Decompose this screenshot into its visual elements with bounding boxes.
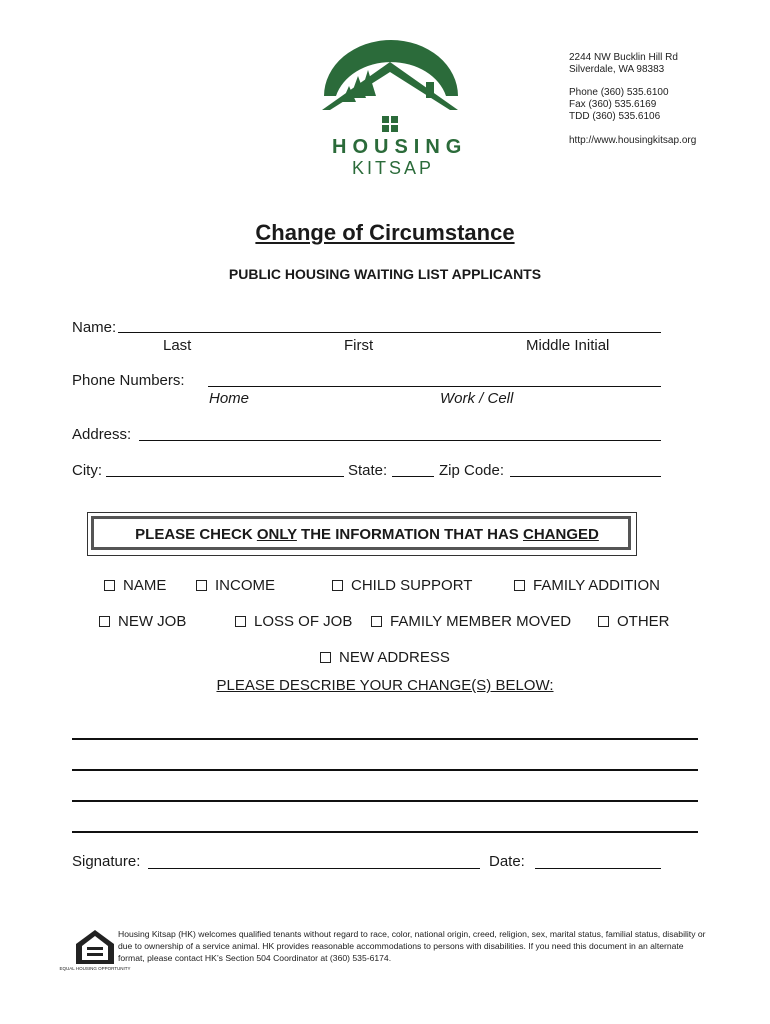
phone-home-caption: Home: [209, 390, 250, 407]
logo-word-kitsap: KITSAP: [352, 158, 435, 178]
phone-work-caption: Work / Cell: [440, 390, 514, 407]
describe-line-1[interactable]: [72, 738, 698, 740]
option-new-address[interactable]: NEW ADDRESS: [320, 649, 450, 666]
describe-line-3[interactable]: [72, 800, 698, 802]
address-field[interactable]: [139, 440, 661, 441]
equal-housing-opportunity-icon: [59, 928, 131, 976]
describe-line-2[interactable]: [72, 769, 698, 771]
option-income[interactable]: INCOME: [196, 577, 275, 594]
footer-disclaimer: Housing Kitsap (HK) welcomes qualified tenants without regard to race, color, national origin, creed, religion, sex, marital status, familial status, disability or due to ownership of a service animal. HK provides reasonable accommodations to persons with disabilities. If you need this document in an alternate format, please contact HK’s Section 504 Coordinator at (360) 535-6174.: [118, 929, 706, 963]
option-new-job[interactable]: NEW JOB: [99, 613, 186, 630]
form-subtitle: PUBLIC HOUSING WAITING LIST APPLICANTS: [228, 266, 542, 282]
checkbox[interactable]: [99, 616, 110, 627]
date-field[interactable]: [535, 868, 661, 869]
name-middle-caption: Middle Initial: [526, 337, 610, 354]
logo-word-housing: HOUSING: [332, 136, 468, 158]
fax-number: Fax (360) 535.6169: [569, 99, 657, 110]
address-label: Address:: [72, 426, 132, 443]
zip-field[interactable]: [510, 476, 661, 477]
phone-field[interactable]: [208, 386, 661, 387]
checkbox[interactable]: [104, 580, 115, 591]
date-label: Date:: [489, 853, 525, 870]
name-first-caption: First: [344, 337, 374, 354]
city-label: City:: [72, 462, 102, 479]
state-field[interactable]: [392, 476, 434, 477]
eho-caption: EQUAL HOUSING OPPORTUNITY: [59, 966, 131, 971]
address-line2: Silverdale, WA 98383: [569, 64, 665, 75]
name-field[interactable]: [118, 332, 661, 333]
describe-line-4[interactable]: [72, 831, 698, 833]
option-child-support[interactable]: CHILD SUPPORT: [332, 577, 472, 594]
name-label: Name:: [72, 319, 117, 336]
option-family-member-moved[interactable]: FAMILY MEMBER MOVED: [371, 613, 571, 630]
checkbox[interactable]: [332, 580, 343, 591]
tdd-number: TDD (360) 535.6106: [569, 111, 661, 122]
address-line1: 2244 NW Bucklin Hill Rd: [569, 52, 678, 63]
checkbox[interactable]: [371, 616, 382, 627]
form-title: Change of Circumstance: [255, 220, 515, 245]
checkbox[interactable]: [514, 580, 525, 591]
signature-field[interactable]: [148, 868, 480, 869]
phone-number: Phone (360) 535.6100: [569, 87, 669, 98]
checkbox[interactable]: [598, 616, 609, 627]
name-last-caption: Last: [163, 337, 192, 354]
state-label: State:: [348, 462, 388, 479]
checkbox[interactable]: [235, 616, 246, 627]
website-link[interactable]: http://www.housingkitsap.org: [569, 135, 697, 146]
checkbox[interactable]: [196, 580, 207, 591]
option-loss-of-job[interactable]: LOSS OF JOB: [235, 613, 352, 630]
phone-label: Phone Numbers:: [72, 372, 185, 389]
zip-label: Zip Code:: [439, 462, 505, 479]
signature-label: Signature:: [72, 853, 141, 870]
checkbox[interactable]: [320, 652, 331, 663]
describe-label: PLEASE DESCRIBE YOUR CHANGE(S) BELOW:: [216, 677, 554, 694]
option-name[interactable]: NAME: [104, 577, 166, 594]
city-field[interactable]: [106, 476, 344, 477]
option-family-addition[interactable]: FAMILY ADDITION: [514, 577, 660, 594]
check-instruction: PLEASE CHECK ONLY THE INFORMATION THAT HAS CHANGED: [135, 526, 599, 543]
option-other[interactable]: OTHER: [598, 613, 670, 630]
